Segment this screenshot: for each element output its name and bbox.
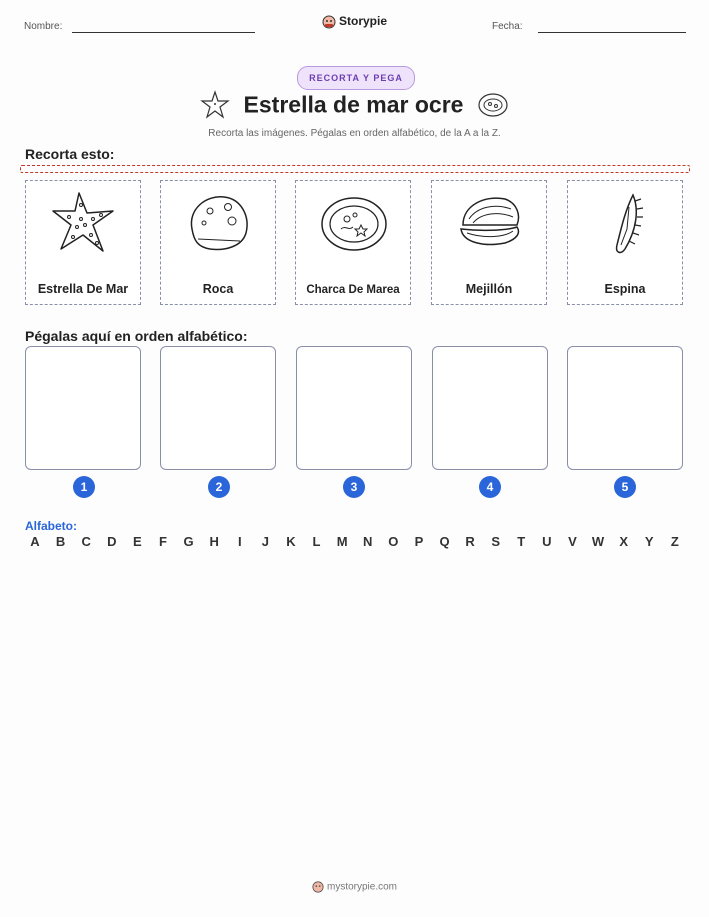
paste-box-2[interactable] bbox=[160, 346, 276, 470]
cut-card-label: Espina bbox=[604, 282, 646, 296]
spine-icon bbox=[591, 189, 661, 259]
alphabet-letter: M bbox=[336, 534, 348, 549]
alphabet-row bbox=[25, 534, 685, 549]
alphabet-letter: U bbox=[542, 534, 552, 549]
paste-number-1: 1 bbox=[73, 476, 95, 498]
storypie-footer-logo-icon bbox=[312, 881, 324, 893]
tide-pool-icon bbox=[319, 189, 389, 259]
instructions: Recorta las imágenes. Pégalas en orden alfabético, de la A a la Z. bbox=[208, 128, 501, 139]
alphabet-letter: L bbox=[312, 534, 321, 549]
date-line bbox=[538, 32, 686, 33]
alphabet-letter: B bbox=[55, 534, 66, 549]
footer-url[interactable]: mystorypie.com bbox=[326, 881, 397, 893]
alphabet-letter: X bbox=[619, 534, 628, 549]
alphabet-letter: K bbox=[286, 534, 296, 549]
alphabet-letter: P bbox=[414, 534, 424, 549]
alphabet-letter: Z bbox=[670, 534, 679, 549]
rock-icon bbox=[184, 189, 254, 259]
cut-card-label: Roca bbox=[202, 282, 234, 296]
page-title-text: Estrella de mar ocre bbox=[243, 91, 464, 118]
starfish-title-icon bbox=[200, 90, 230, 120]
alphabet-letter: C bbox=[81, 534, 91, 549]
alphabet-letter: Y bbox=[644, 534, 654, 549]
cut-dashed-line bbox=[20, 165, 690, 173]
alphabet-letter: F bbox=[158, 534, 167, 549]
cut-card-rock[interactable] bbox=[160, 180, 276, 305]
cut-card-label: Mejillón bbox=[465, 282, 513, 296]
alphabet-label: Alfabeto: bbox=[25, 519, 77, 533]
cut-card-starfish[interactable] bbox=[25, 180, 141, 305]
cut-section-label: Recorta esto: bbox=[25, 146, 115, 162]
footer bbox=[0, 881, 709, 893]
paste-number-2: 2 bbox=[208, 476, 230, 498]
alphabet-letter: Q bbox=[439, 534, 450, 549]
brand-logo bbox=[0, 14, 709, 29]
cut-card-tide-pool[interactable] bbox=[295, 180, 411, 305]
alphabet-letter: E bbox=[133, 534, 142, 549]
alphabet-letter: G bbox=[183, 534, 194, 549]
alphabet-letter: J bbox=[261, 534, 269, 549]
alphabet-letter: R bbox=[465, 534, 475, 549]
alphabet-letter: N bbox=[363, 534, 373, 549]
paste-number-4: 4 bbox=[479, 476, 501, 498]
page-title bbox=[0, 90, 709, 120]
alphabet-letter: I bbox=[237, 534, 242, 549]
paste-number-3: 3 bbox=[343, 476, 365, 498]
alphabet-letter: V bbox=[568, 534, 577, 549]
paste-box-1[interactable] bbox=[25, 346, 141, 470]
alphabet-letter: A bbox=[30, 534, 40, 549]
tide-pool-title-icon bbox=[477, 91, 509, 119]
name-line bbox=[72, 32, 255, 33]
alphabet-letter: T bbox=[517, 534, 526, 549]
cut-card-label: Estrella De Mar bbox=[37, 282, 129, 296]
name-label: Nombre: bbox=[24, 21, 63, 32]
paste-box-3[interactable] bbox=[296, 346, 412, 470]
cut-card-mussel[interactable] bbox=[431, 180, 547, 305]
cut-card-spine[interactable] bbox=[567, 180, 683, 305]
alphabet-letter: S bbox=[491, 534, 501, 549]
alphabet-letter: H bbox=[209, 534, 219, 549]
date-label: Fecha: bbox=[492, 21, 523, 32]
alphabet-letter: W bbox=[591, 534, 605, 549]
starfish-icon bbox=[49, 189, 119, 259]
alphabet-letter: O bbox=[388, 534, 399, 549]
paste-number-5: 5 bbox=[614, 476, 636, 498]
alphabet-letter: D bbox=[107, 534, 117, 549]
paste-box-5[interactable] bbox=[567, 346, 683, 470]
paste-section-label: Pégalas aquí en orden alfabético: bbox=[25, 328, 248, 344]
storypie-logo-icon bbox=[322, 15, 336, 29]
cut-card-label: Charca De Marea bbox=[306, 284, 400, 296]
activity-badge: RECORTA Y PEGA bbox=[297, 66, 415, 90]
brand-name: Storypie bbox=[338, 14, 387, 28]
paste-box-4[interactable] bbox=[432, 346, 548, 470]
mussel-icon bbox=[455, 189, 525, 259]
